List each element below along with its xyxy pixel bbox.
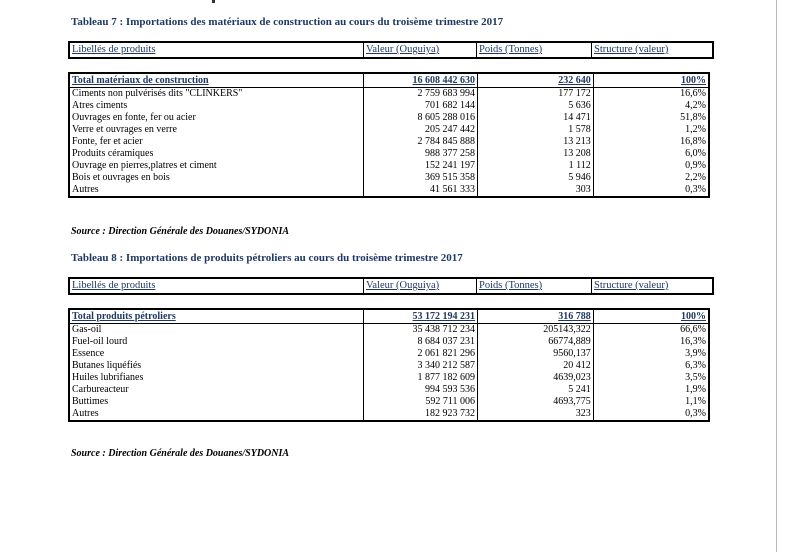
- row-share: 16,8%: [593, 136, 709, 148]
- row-share: 16,3%: [593, 336, 709, 348]
- table8-header-share: Structure (valeur): [591, 279, 706, 293]
- row-value: 369 515 358: [364, 172, 478, 184]
- table-row: [69, 148, 709, 160]
- row-value: 994 593 536: [364, 384, 478, 396]
- row-label: Autres: [72, 184, 99, 195]
- row-share: 4,2%: [593, 100, 709, 112]
- row-label: Fonte, fer et acier: [72, 136, 143, 147]
- row-share: 3,9%: [593, 348, 709, 360]
- table7-data: [68, 72, 710, 198]
- row-label: Atres ciments: [72, 100, 128, 111]
- row-share: 3,5%: [593, 372, 709, 384]
- row-weight: 303: [478, 184, 594, 197]
- table-row: [69, 100, 709, 112]
- table7-header-value: Valeur (Ouguiya): [363, 43, 476, 57]
- table8-header: [68, 277, 714, 295]
- table8-header-value: Valeur (Ouguiya): [363, 279, 476, 293]
- row-weight: 14 471: [478, 112, 594, 124]
- table8-source: Source : Direction Générale des Douanes/SYDONIA: [71, 448, 290, 459]
- row-weight: 5 636: [478, 100, 594, 112]
- row-label: Autres: [72, 408, 99, 419]
- row-label: Buttimes: [72, 396, 109, 407]
- table-row: [69, 184, 709, 197]
- table7-total-row: [69, 73, 709, 88]
- table-row: [69, 348, 709, 360]
- row-value: 701 682 144: [364, 100, 478, 112]
- row-share: 0,3%: [593, 184, 709, 197]
- row-share: 0,3%: [593, 408, 709, 421]
- row-value: 2 784 845 888: [364, 136, 478, 148]
- total-share: 100%: [593, 73, 709, 88]
- row-share: 16,6%: [593, 88, 709, 101]
- row-weight: 66774,889: [478, 336, 594, 348]
- table7-title: Tableau 7 : Importations des matériaux de construction au cours du troisème trimestre 2017: [71, 16, 504, 28]
- total-label: Total produits pétroliers: [69, 309, 364, 324]
- total-weight: 232 640: [478, 73, 594, 88]
- table-row: [69, 408, 709, 421]
- row-value: 988 377 258: [364, 148, 478, 160]
- table7-header: [68, 41, 714, 59]
- row-value: 41 561 333: [364, 184, 478, 197]
- row-value: 35 438 712 234: [364, 324, 478, 337]
- table-row: [69, 396, 709, 408]
- total-value: 16 608 442 630: [364, 73, 478, 88]
- row-label: Carbureacteur: [72, 384, 129, 395]
- row-label: Bois et ouvrages en bois: [72, 172, 170, 183]
- row-label: Gas-oil: [72, 324, 102, 335]
- table8-total-row: [69, 309, 709, 324]
- row-share: 2,2%: [593, 172, 709, 184]
- table-row: [69, 112, 709, 124]
- row-share: 6,3%: [593, 360, 709, 372]
- row-weight: 1 578: [478, 124, 594, 136]
- page-mark: [212, 0, 215, 3]
- row-label: Ouvrages en fonte, fer ou acier: [72, 112, 196, 123]
- row-label: Ciments non pulvérisés dits "CLINKERS": [72, 88, 243, 99]
- row-value: 2 759 683 994: [364, 88, 478, 101]
- row-share: 0,9%: [593, 160, 709, 172]
- table8-title: Tableau 8 : Importations de produits pétroliers au cours du troisème trimestre 2017: [71, 252, 463, 264]
- row-share: 51,8%: [593, 112, 709, 124]
- row-share: 6,0%: [593, 148, 709, 160]
- row-value: 205 247 442: [364, 124, 478, 136]
- total-share: 100%: [593, 309, 709, 324]
- table-row: [69, 172, 709, 184]
- row-value: 2 061 821 296: [364, 348, 478, 360]
- table8-header-weight: Poids (Tonnes): [476, 279, 591, 293]
- row-label: Fuel-oil lourd: [72, 336, 128, 347]
- row-label: Huiles lubrifianes: [72, 372, 144, 383]
- table-row: [69, 336, 709, 348]
- row-share: 1,1%: [593, 396, 709, 408]
- total-weight: 316 788: [478, 309, 594, 324]
- row-weight: 5 241: [478, 384, 594, 396]
- row-value: 1 877 182 609: [364, 372, 478, 384]
- table7-header-label: Libellés de produits: [72, 44, 156, 55]
- row-label: Verre et ouvrages en verre: [72, 124, 177, 135]
- table-row: [69, 324, 709, 337]
- table-row: [69, 88, 709, 101]
- table-row: [69, 372, 709, 384]
- row-share: 66,6%: [593, 324, 709, 337]
- row-weight: 4693,775: [478, 396, 594, 408]
- table7-header-weight: Poids (Tonnes): [476, 43, 591, 57]
- table-row: [69, 160, 709, 172]
- row-weight: 13 208: [478, 148, 594, 160]
- row-value: 152 241 197: [364, 160, 478, 172]
- table-row: [69, 360, 709, 372]
- row-value: 592 711 006: [364, 396, 478, 408]
- row-weight: 205143,322: [478, 324, 594, 337]
- row-share: 1,9%: [593, 384, 709, 396]
- table8-data: [68, 308, 710, 422]
- table8-header-label: Libellés de produits: [72, 280, 156, 291]
- row-label: Produits céramiques: [72, 148, 154, 159]
- row-label: Ouvrage en pierres,platres et ciment: [72, 160, 217, 171]
- total-value: 53 172 194 231: [364, 309, 478, 324]
- row-weight: 13 213: [478, 136, 594, 148]
- row-value: 8 684 037 231: [364, 336, 478, 348]
- row-weight: 323: [478, 408, 594, 421]
- total-label: Total matériaux de construction: [69, 73, 364, 88]
- row-label: Butanes liquéfiés: [72, 360, 142, 371]
- row-weight: 9560,137: [478, 348, 594, 360]
- table7-header-share: Structure (valeur): [591, 43, 706, 57]
- table7-source: Source : Direction Générale des Douanes/SYDONIA: [71, 226, 290, 237]
- table-row: [69, 124, 709, 136]
- table-row: [69, 384, 709, 396]
- row-label: Essence: [72, 348, 105, 359]
- row-weight: 4639,023: [478, 372, 594, 384]
- row-value: 8 605 288 016: [364, 112, 478, 124]
- row-share: 1,2%: [593, 124, 709, 136]
- table-row: [69, 136, 709, 148]
- row-weight: 1 112: [478, 160, 594, 172]
- row-value: 182 923 732: [364, 408, 478, 421]
- row-weight: 20 412: [478, 360, 594, 372]
- row-weight: 177 172: [478, 88, 594, 101]
- row-weight: 5 946: [478, 172, 594, 184]
- row-value: 3 340 212 587: [364, 360, 478, 372]
